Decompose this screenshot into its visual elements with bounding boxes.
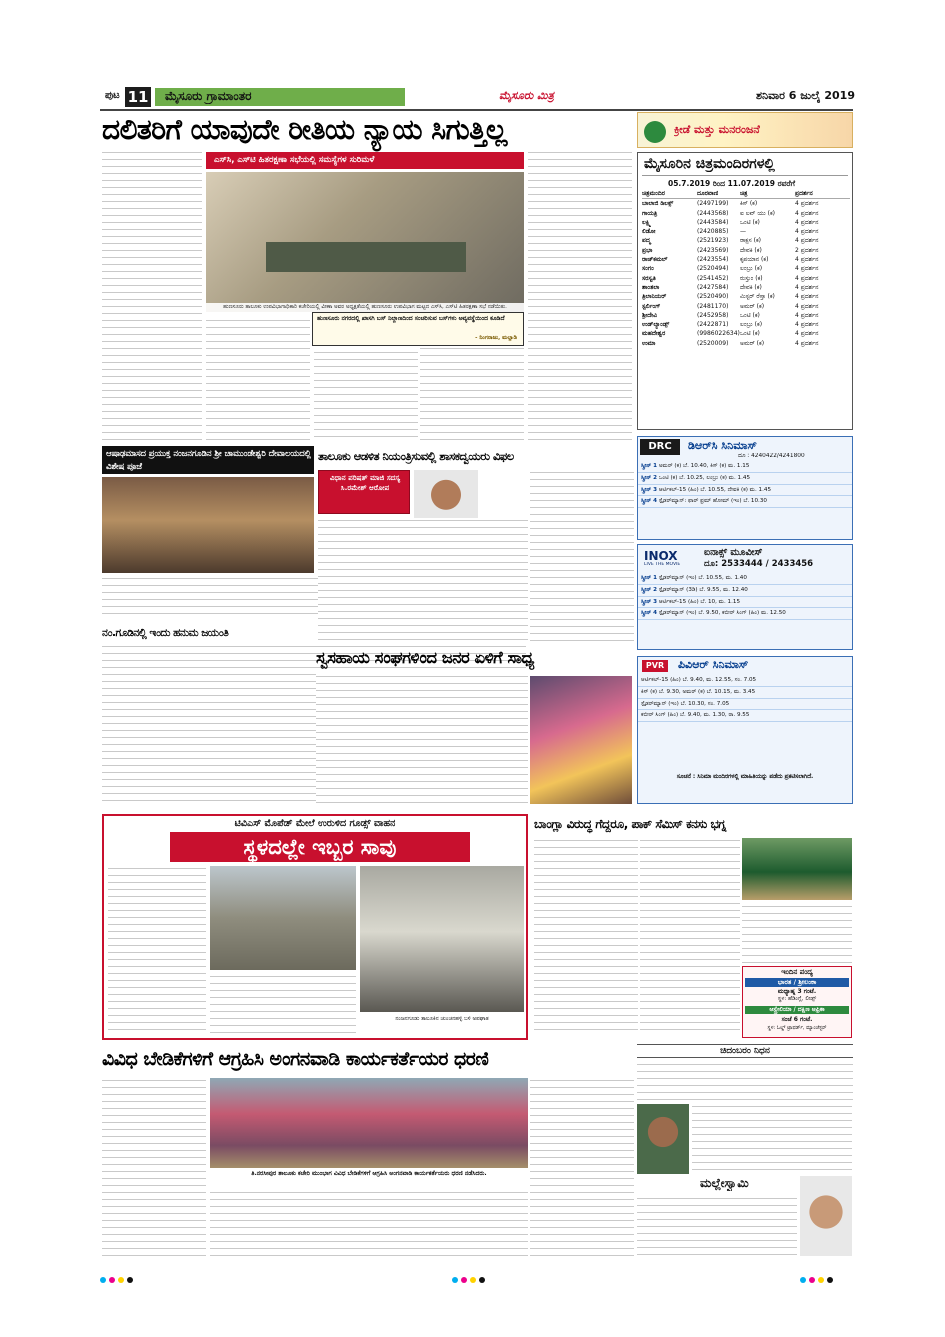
cinema-cell: (2420885) [697, 228, 729, 236]
ashada-headline: ಆಷಾಢಮಾಸದ ಪ್ರಯುಕ್ತ ನಂಜನಗೂಡಿನ ಶ್ರೀ ಚಾಮುಂಡೇಶ್ವರಿ ದೇವಾಲಯದಲ್ಲಿ ವಿಶೇಷ ಪೂಜೆ [106, 448, 311, 471]
col-header: ಚಿತ್ರಮಂದಿರ [642, 190, 665, 197]
sports-banner-title: ಕ್ರೀಡೆ ಮತ್ತು ಮನರಂಜನೆ [674, 123, 760, 136]
screen-label: ಸ್ಕ್ರೀನ್ 2 [641, 474, 658, 481]
cinema-cell: — [740, 228, 746, 236]
cinema-cell: 4 ಪ್ರದರ್ಶನ [795, 274, 819, 282]
pvr-listing [638, 675, 852, 769]
pvr-showtime-row: ಆರ್ಟಿಕಲ್-15 (ಹಿಂ) ಬೆ. 9.40, ಮ. 12.55, ಸಂ. 7.05 [638, 675, 852, 687]
drc-screen-row [638, 473, 852, 485]
cinema-cell: 4 ಪ್ರದರ್ಶನ [795, 330, 819, 338]
cinema-cell: ಪದ್ಮ [642, 237, 651, 245]
lead-col-mid [314, 350, 418, 440]
shg-body [316, 674, 528, 806]
match-2-time: ಸಂಜೆ 6 ಗಂಟೆ. [781, 1016, 813, 1023]
cricket-body [534, 838, 638, 1034]
today-match-box [742, 966, 852, 1038]
page-number: 11 [125, 87, 151, 107]
cinema-range: 05.7.2019 ರಿಂದ 11.07.2019 ರವರೆಗೆ [668, 179, 796, 188]
anganwadi-body-3 [530, 1078, 634, 1258]
lead-photo-caption: ಹುಣಸೂರು ತಾಲೂಕು ಉಪವಿಭಾಗಾಧಿಕಾರಿ ಕಚೇರಿಯಲ್ಲಿ ವೀಣಾ ಅವರ ಅಧ್ಯಕ್ಷತೆಯಲ್ಲಿ ಹುಣಸೂರು ಉಪವಿಭಾಗ ಮಟ್ಟದ ಎಸ್‌ಸಿ, ಎಸ್‌ಟಿ ಹಿತರಕ್ಷಣಾ ಸಭೆ ನಡೆಯಿತು. [206, 303, 524, 312]
side-article-col [528, 150, 632, 440]
cinema-cell: ಅಮರ್ (ಕ) [740, 302, 765, 310]
anganwadi-caption: ತಿ.ನರಸೀಪುರ ತಾಲೂಕು ಕಚೇರಿ ಮುಂಭಾಗ ವಿವಿಧ ಬೇಡಿಕೆಗಳಿಗೆ ಆಗ್ರಹಿಸಿ ಅಂಗನವಾಡಿ ಕಾರ್ಯಕರ್ತೆಯರು ಧರಣಿ ನಡೆಸಿದರು. [251, 1170, 487, 1177]
cinema-cell: ಉಮಾ [642, 339, 656, 347]
cinema-cell: ರುಸ್ತುಂ (ಕ) [740, 274, 763, 282]
cinema-cell: ಒಂಟಿ (ಕ) [740, 218, 760, 226]
ashada-photo [102, 477, 314, 573]
obit-name-2: ಮಲ್ಲೇಸ್ವಾಮಿ [700, 1176, 749, 1190]
page-label: ಪುಟ [105, 90, 120, 101]
screen-showtimes: ಒಂಟಿ (ಕ) ಬೆ. 10.25, ಲಂಬ್ರು (ಕ) ಮ. 1.45 [658, 474, 751, 481]
cinema-cell: (9986022634) [697, 330, 740, 338]
cinema-cell: ಲಂಬ್ರು (ಕ) [740, 265, 763, 273]
obit-photo-2 [800, 1176, 852, 1256]
inox-phone: ದೂ: 2533444 / 2433456 [704, 559, 814, 569]
drc-box [637, 436, 853, 540]
shg-headline: ಸ್ವಸಹಾಯ ಸಂಘಗಳಿಂದ ಜನರ ಏಳಿಗೆ ಸಾಧ್ಯ [316, 648, 534, 667]
cinema-cell: (2443568) [697, 209, 729, 217]
cinema-cell: 4 ಪ್ರದರ್ಶನ [795, 339, 819, 347]
screen-label: ಸ್ಕ್ರೀನ್ 3 [641, 598, 658, 605]
drc-logo: DRC [640, 439, 680, 455]
cinema-row [642, 236, 850, 245]
cinema-cell: ಮಿಸ್ಟರ್ ರೆಸ್ತಾ (ಕ) [740, 293, 775, 301]
screen-label: ಸ್ಕ್ರೀನ್ 4 [641, 498, 658, 505]
screen-showtimes: ಸ್ಪೈಡರ್‌ಮ್ಯಾನ್ (ಇಂ) ಬೆ. 9.50, ಕಬೀರ್ ಸಿಂಗ್ (ಹಿಂ) ಮ. 12.50 [658, 610, 786, 617]
cinema-row [642, 320, 850, 329]
cinema-cell: 4 ಪ್ರದರ್ಶನ [795, 200, 819, 208]
mla-body [318, 518, 528, 640]
cinema-title-rule [642, 175, 848, 176]
lead-quote-text: ಹುಣಸೂರು ನಗರದಲ್ಲಿ ಖಾಸಗಿ ಬಸ್ ನಿಲ್ದಾಣದಿಂದ ಸಂಚರಿಸುವ ಬಸ್‌ಗಳು ಅವ್ಯವಸ್ಥೆಯಿಂದ ಕೂಡಿದೆ [317, 315, 505, 322]
masthead [95, 86, 855, 108]
cinema-cell: ಕೃಪಯಾನ (ಕ) [740, 256, 769, 264]
cinema-cell: ಸಂಗಂ [642, 265, 654, 273]
screen-label: ಸ್ಕ್ರೀನ್ 4 [641, 610, 658, 617]
registration-dots-mid [452, 1268, 488, 1287]
lead-col-1 [102, 150, 202, 440]
cinema-cell: (2423569) [697, 246, 729, 254]
col-header: ಪ್ರದರ್ಶನ [795, 190, 813, 197]
cinema-cell: ತ್ರಿಲಾನಿಯರ್ [642, 293, 667, 301]
cinema-cell: (2497199) [697, 200, 729, 208]
section-title: ಮೈಸೂರು ಗ್ರಾಮಾಂತರ [165, 89, 252, 103]
cinema-cell: ಅಮರ್ (ಕ) [740, 339, 765, 347]
screen-showtimes: ಅಮರ್ (ಕ) ಬೆ. 10.40, ಕಿಸ್ (ಕ) ಮ. 1.15 [658, 463, 750, 469]
cinema-cell: ಬಾಲಾಜಿ ಡಿಲಕ್ಸ್ [642, 200, 674, 208]
mla-tag: ವಿಧಾನ ಪರಿಷತ್ ಮಾಜಿ ಸದಸ್ಯ ಸಿ.ರಮೇಶ್ ಆರೋಪ [329, 473, 401, 492]
inox-logo: INOX [644, 549, 678, 563]
cinema-cell: (2520490) [697, 293, 729, 301]
screen-label: ಸ್ಕ್ರೀನ್ 1 [641, 575, 658, 581]
drc-phone: ದೂ : 4240422/4241800 [738, 453, 805, 459]
match-2: ಆಸ್ಟ್ರೇಲಿಯಾ / ದಕ್ಷಿಣ ಆಫ್ರಿಕಾ [745, 1006, 849, 1014]
cinema-cell: ಸ್ಟರ್ಲಿಂಗ್ [642, 302, 661, 310]
hanuma-headline: ನಂ.ಗೂಡಿನಲ್ಲಿ ಇಂದು ಹನುಮ ಜಯಂತಿ [102, 627, 229, 639]
mla-body-2 [530, 470, 634, 642]
cinema-cell: ದೇವಕಿ (ಕ) [740, 283, 762, 291]
shg-photo [530, 676, 632, 804]
obit-title: ಚಿದಂಬರಂ ನಿಧನ [720, 1046, 770, 1056]
cinema-row [642, 246, 850, 255]
pvr-showtime-row: ಕಬೀರ್ ಸಿಂಗ್ (ಹಿಂ) ಬೆ. 9.40, ಮ. 1.30, ರಾ. 9.55 [638, 710, 852, 722]
cinema-cell: ಉಡ್‌ಲ್ಯಾಂಡ್ಸ್ [642, 321, 670, 329]
drc-title: ಡಿಆರ್‌ಸಿ ಸಿನಿಮಾಸ್ [688, 439, 757, 452]
mla-tag-box [318, 470, 410, 514]
cricket-body-2 [640, 838, 740, 1034]
cinema-cell: (2520494) [697, 265, 729, 273]
cinema-cell: 4 ಪ್ರದರ್ಶನ [795, 218, 819, 226]
cinema-cell: ಒಂಟಿ (ಕ) [740, 311, 760, 319]
drc-listing [638, 461, 852, 539]
cinema-cell: 2 ಪ್ರದರ್ಶನ [795, 246, 819, 254]
pvr-box [637, 656, 853, 804]
registration-dots-left [100, 1268, 136, 1287]
screen-label: ಸ್ಕ್ರೀನ್ 2 [641, 586, 658, 593]
pvr-logo: PVR [642, 660, 668, 672]
cinema-cell: ರಾಕ್ಷಸ (ಕ) [740, 237, 762, 245]
lead-quote-box [312, 312, 524, 346]
accident-photo-1 [210, 866, 356, 970]
accident-box [102, 814, 528, 1040]
cinema-cell: ಲಂಬ್ರು (ಕ) [740, 321, 763, 329]
screen-label: ಸ್ಕ್ರೀನ್ 3 [641, 486, 658, 493]
accident-photo-2 [360, 866, 524, 1012]
cinema-row [642, 274, 850, 283]
cinema-row [642, 209, 850, 218]
pvr-title: ಪಿವಿಆರ್ ಸಿನಿಮಾಸ್ [678, 658, 749, 671]
cinema-cell: 4 ಪ್ರದರ್ಶನ [795, 293, 819, 301]
cinema-cell: ಗಾಯತ್ರಿ [642, 209, 658, 217]
cinema-cell: ಒಂಟಿ (ಕ) [740, 330, 760, 338]
today-match-title: ಇಂದಿನ ಪಂದ್ಯ [781, 968, 813, 976]
cinema-cell: 4 ಪ್ರದರ್ಶನ [795, 311, 819, 319]
drc-screen-row [638, 496, 852, 508]
cinema-cell: (2481170) [697, 302, 729, 310]
obit-body-2 [637, 1196, 797, 1258]
cinema-cell: 4 ಪ್ರದರ್ಶನ [795, 283, 819, 291]
obit-body-1 [637, 1062, 853, 1102]
cinema-cell: ಐ ಲವ್ ಯು (ಕ) [740, 209, 776, 217]
cinema-row [642, 199, 850, 208]
cinema-cell: ಲಕ್ಷ್ಮಿ [642, 218, 651, 226]
anganwadi-headline: ವಿವಿಧ ಬೇಡಿಕೆಗಳಿಗೆ ಆಗ್ರಹಿಸಿ ಅಂಗನವಾಡಿ ಕಾರ್ಯಕರ್ತೆಯರ ಧರಣಿ [102, 1048, 489, 1070]
cinema-cell: ರಾಜ್‌ಕಮಲ್ [642, 256, 668, 264]
lead-quote-by: - ನಿಂಗರಾಜು, ಮಲ್ಲಾಡಿ [475, 335, 517, 341]
pvr-showtime-row: ಕಿಸ್ (ಕ) ಬೆ. 9.30, ಅಮರ್ (ಕ) ಬೆ. 10.15, ಮ. 3.45 [638, 687, 852, 699]
cinema-cell: ಸರಸ್ವತಿ [642, 274, 656, 282]
cinema-cell: ಕಿಸ್ (ಕ) [740, 200, 758, 208]
cinema-row [642, 329, 850, 338]
accident-kicker: ಟಿವಿಎಸ್ ಮೊಪೆಡ್ ಮೇಲೆ ಉರುಳಿದ ಗೂಡ್ಸ್ ವಾಹನ [234, 818, 396, 829]
obit-body-1b [692, 1104, 852, 1174]
lead-body-text [102, 150, 202, 440]
inox-title: ಐನಾಕ್ಸ್ ಮೂವೀಸ್ [704, 547, 763, 558]
cinema-row [642, 302, 850, 311]
pvr-note: ಸೂಚನೆ : ಸಿನಿಮಾ ಮಂದಿರಗಳಲ್ಲಿ ಮಾಹಿತಿಯನ್ನು ಪಡೆದು ಪ್ರಕಟಿಸಲಾಗಿದೆ. [676, 774, 814, 780]
cinema-title: ಮೈಸೂರಿನ ಚಿತ್ರಮಂದಿರಗಳಲ್ಲಿ [644, 156, 775, 172]
banner-figure-icon [644, 121, 666, 143]
mla-headline: ತಾಲೂಕು ಆಡಳಿತ ನಿಯಂತ್ರಿಸುವಲ್ಲಿ ಶಾಸಕದ್ವಯರು ವಿಫಲ [318, 449, 514, 463]
screen-showtimes: ಆರ್ಟಿಕಲ್-15 (ಹಿಂ) ಬೆ. 10.55, ದೇವಕಿ (ಕ) ಮ. 1.45 [658, 486, 771, 493]
inox-screen-row [638, 597, 852, 609]
screen-showtimes: ಸ್ಪೈಡರ್‌ಮ್ಯಾನ್ (ಇಂ) ಬೆ. 10.55, ಮ. 1.40 [658, 575, 747, 581]
cinema-row [642, 255, 850, 264]
cinema-cell: (2520009) [697, 339, 729, 347]
inox-screen-row [638, 573, 852, 585]
cinema-cell: 4 ಪ್ರದರ್ಶನ [795, 237, 819, 245]
accident-headline: ಸ್ಥಳದಲ್ಲೇ ಇಬ್ಬರ ಸಾವು [170, 832, 470, 862]
sports-banner [637, 112, 853, 148]
col-header: ದೂರವಾಣಿ [697, 190, 719, 197]
cinema-cell: 4 ಪ್ರದರ್ಶನ [795, 321, 819, 329]
cinema-cell: ಪ್ರಭಾ [642, 246, 653, 254]
screen-showtimes: ಆರ್ಟಿಕಲ್-15 (ಹಿಂ) ಬೆ. 10, ಮ. 1.15 [658, 598, 741, 605]
cinema-row [642, 339, 850, 348]
cinema-cell: ಲಿಡೋ [642, 228, 656, 236]
pvr-showtime-row: ಸ್ಪೈಡರ್‌ಮ್ಯಾನ್ (ಇಂ) ಬೆ. 10.30, ಸಂ. 7.05 [638, 699, 852, 711]
col-header: ಚಿತ್ರ [740, 190, 748, 197]
cinema-cell: (2452958) [697, 311, 729, 319]
cinema-listing [642, 189, 850, 427]
anganwadi-photo [210, 1078, 528, 1168]
accident-caption: ನಂಜನಗೂಡು ತಾಲೂಕಿನ ಚುಂಚನಹಳ್ಳಿ ಬಳಿ ಅಪಘಾತ [395, 1016, 489, 1022]
lead-subhead: ಎಸ್‌ಸಿ, ಎಸ್‌ಟಿ ಹಿತರಕ್ಷಣಾ ಸಭೆಯಲ್ಲಿ ಸಮಸ್ಯೆಗಳ ಸುರಿಮಳೆ [206, 152, 524, 169]
lead-headline: ದಲಿತರಿಗೆ ಯಾವುದೇ ರೀತಿಯ ನ್ಯಾಯ ಸಿಗುತ್ತಿಲ್ಲ [102, 113, 507, 146]
screen-showtimes: ಸ್ಪೈಡರ್‌ಮ್ಯಾನ್ (3ಡಿ) ಬೆ. 9.55, ಮ. 12.40 [658, 586, 748, 593]
meeting-table [266, 242, 466, 272]
cinema-cell: 4 ಪ್ರದರ್ಶನ [795, 209, 819, 217]
cinema-cell: (2427584) [697, 283, 729, 291]
cinema-cell: ಶ್ರೀದೇವಿ [642, 311, 657, 319]
match-1: ಭಾರತ / ಶ್ರೀಲಂಕಾ [745, 978, 849, 987]
cinema-cell: (2422871) [697, 321, 729, 329]
match-2-venue: ಸ್ಥಳ: ಓಲ್ಡ್ ಟ್ರಾಫರ್ಡ್, ಮ್ಯಾಂಚೆಸ್ಟರ್ [767, 1025, 827, 1031]
cinema-cell: 4 ಪ್ರದರ್ಶನ [795, 256, 819, 264]
inox-screen-row [638, 608, 852, 620]
lead-photo [206, 172, 524, 312]
cinema-row [642, 264, 850, 273]
obit-title-bar [637, 1044, 853, 1058]
inox-tagline: LIVE THE MOVIE [644, 562, 681, 567]
cinema-row [642, 292, 850, 301]
match-1-venue: ಸ್ಥಳ: ಹೆಡಿಂಗ್ಲೆ, ಲೀಡ್ಸ್ [777, 996, 817, 1002]
cricket-headline: ಬಾಂಗ್ಲಾ ವಿರುದ್ಧ ಗೆದ್ದರೂ, ಪಾಕ್ ಸೆಮಿಸ್ ಕನಸು ಭಗ್ನ [534, 817, 726, 831]
cinema-row [642, 311, 850, 320]
match-1-time: ಮಧ್ಯಾಹ್ನ 3 ಗಂಟೆ. [777, 988, 817, 995]
paper-name: ಮೈಸೂರು ಮಿತ್ರ [499, 89, 554, 102]
lead-col-3 [206, 318, 310, 440]
cinema-cell: 4 ಪ್ರದರ್ಶನ [795, 302, 819, 310]
cinema-row [642, 227, 850, 236]
inox-screen-row [638, 585, 852, 597]
accident-body [108, 866, 206, 1036]
obit-photo-1 [637, 1104, 689, 1174]
cinema-cell: (2423554) [697, 256, 729, 264]
masthead-rule [100, 109, 853, 111]
cinema-cell: 4 ಪ್ರದರ್ಶನ [795, 228, 819, 236]
registration-dots-right [800, 1268, 836, 1287]
inox-listing [638, 573, 852, 649]
cinema-row [642, 218, 850, 227]
cinema-cell: (2521923) [697, 237, 729, 245]
cricket-photo [742, 838, 852, 900]
cinema-header-row [642, 189, 850, 199]
screen-showtimes: ಸ್ಪೈಡರ್‌ಮ್ಯಾನ್: ಫಾರ್ ಫ್ರಮ್ ಹೋಮ್ (ಇಂ) ಬೆ. 10.30 [658, 498, 767, 505]
anganwadi-body [102, 1078, 206, 1258]
drc-screen-row [638, 461, 852, 473]
cinema-row [642, 283, 850, 292]
screen-label: ಸ್ಕ್ರೀನ್ 1 [641, 463, 658, 469]
cinema-cell: ಶಾಂತಲಾ [642, 283, 660, 291]
cinema-box [637, 152, 853, 430]
cinema-cell: ದೇವಕಿ (ಕ) [740, 246, 762, 254]
cinema-cell: (2443584) [697, 218, 729, 226]
cricket-body-3 [742, 904, 852, 964]
cinema-cell: ಮಹದೇಶ್ವರ [642, 330, 666, 338]
inox-box [637, 544, 853, 650]
accident-body-2 [210, 974, 356, 1036]
anganwadi-body-2 [210, 1190, 528, 1258]
cinema-cell: (2541452) [697, 274, 729, 282]
cinema-cell: 4 ಪ್ರದರ್ಶನ [795, 265, 819, 273]
issue-date: ಶನಿವಾರ 6 ಜುಲೈ 2019 [756, 89, 855, 102]
drc-screen-row [638, 485, 852, 497]
ashada-headline-box [102, 446, 314, 474]
